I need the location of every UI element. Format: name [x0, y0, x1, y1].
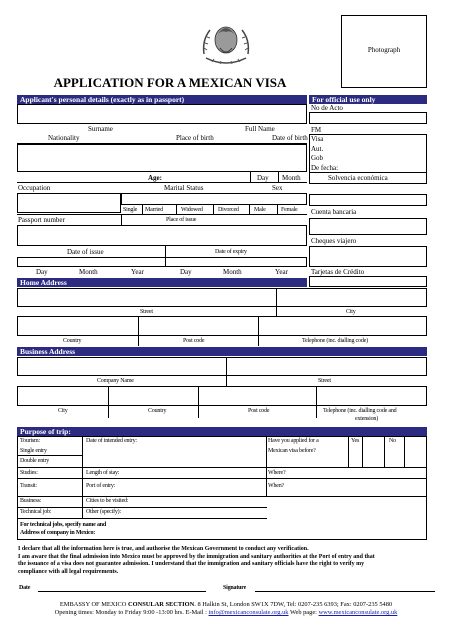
passport-number-label: Passport number [18, 216, 65, 224]
occupation-field[interactable] [17, 193, 121, 213]
widowed-option[interactable]: Widowed [181, 207, 203, 213]
date-line[interactable] [38, 591, 206, 592]
declaration-text [18, 546, 436, 576]
fm-label: FM [311, 126, 322, 134]
cuenta-field[interactable] [309, 218, 427, 235]
gob-label: Gob [311, 154, 324, 162]
home-country-field[interactable] [17, 316, 427, 336]
business-label: Business: [20, 498, 42, 504]
declaration-line-2: I am aware that the final admission into Mexico must be approved by the immigration and sanitary authorities at the Port of entry and that [18, 553, 375, 560]
date-of-issue-label: Date of issue [67, 248, 104, 256]
cheques-field[interactable] [309, 246, 427, 267]
form-title: APPLICATION FOR A MEXICAN VISA [53, 75, 287, 90]
female-option[interactable]: Female [281, 207, 298, 213]
place-of-birth-label: Place of birth [176, 134, 214, 142]
single-option[interactable]: Single [123, 207, 138, 213]
home-city-label: City [346, 309, 356, 315]
date-of-expiry-label: Date of expiry [215, 249, 247, 255]
footer-address [0, 601, 452, 609]
home-street-field[interactable] [17, 288, 427, 307]
male-option[interactable]: Male [254, 207, 266, 213]
age-label: Age: [148, 174, 162, 182]
full-name-field[interactable] [17, 104, 307, 124]
personal-details-header: Applicant's personal details (exactly as in passport) [17, 95, 307, 104]
length-of-stay-label: Length of stay: [86, 470, 120, 476]
no-option[interactable]: No [389, 438, 396, 444]
home-address-header: Home Address [17, 278, 307, 287]
tarjetas-field[interactable] [309, 276, 427, 287]
business-country-label: Country [148, 408, 167, 414]
marital-status-label: Marital Status [164, 184, 204, 192]
footer-hours [0, 609, 452, 617]
technical-job-label: Technical job: [20, 509, 52, 515]
business-city-field[interactable] [17, 386, 427, 406]
place-of-issue-label: Place of issue [166, 217, 197, 223]
cuenta-label: Cuenta bancaria [311, 208, 357, 216]
divorced-option[interactable]: Divorced [218, 207, 239, 213]
date-of-entry-label: Date of intended entry: [86, 438, 137, 444]
home-postcode-label: Post code [183, 338, 205, 344]
no-de-acto-field[interactable] [309, 112, 427, 124]
full-name-label: Full Name [245, 125, 275, 133]
surname-label: Surname [88, 125, 113, 133]
yes-option[interactable]: Yes [351, 438, 360, 444]
purpose-of-trip-header: Purpose of trip: [17, 427, 427, 436]
visa-label: Visa [311, 135, 324, 143]
business-street-label: Street [318, 378, 331, 384]
footer-web-link[interactable]: www.mexicanconsulate.org.uk [318, 609, 398, 616]
nationality-label: Nationality [48, 134, 80, 142]
business-telephone-ext-label: extension) [355, 416, 378, 422]
photograph-box[interactable] [341, 15, 427, 88]
passport-field[interactable] [17, 225, 307, 246]
footer-hours-text: Opening times: Monday to Friday 9:00 -13:00 hrs. E-Mail : [54, 609, 209, 616]
footer-email-link[interactable]: info@mexicanconsulate.org.uk [208, 609, 289, 616]
issue-day-label: Day [36, 268, 48, 276]
no-de-acto-label: No de Acto [311, 104, 343, 112]
date-of-birth-label: Date of birth [272, 134, 308, 142]
expiry-day-label: Day [180, 268, 192, 276]
declaration-line-3: the issuance of a visa does not guarantee admission. I understand that the immigration and sanitary officials have the right to verify my [18, 561, 365, 568]
other-specify-label: Other (specify): [86, 509, 121, 515]
nationality-birth-field[interactable] [17, 144, 307, 172]
marital-sex-options[interactable] [121, 193, 307, 205]
de-fecha-label: De fecha: [311, 164, 339, 172]
declaration-line-1: I declare that all the information here is true, and authorise the Mexican Government to conduct any verification. [18, 546, 309, 552]
cities-label: Cities to be visited: [86, 498, 129, 504]
sex-label: Sex [272, 184, 283, 192]
double-entry-option[interactable]: Double entry [20, 458, 50, 464]
home-street-label: Street [140, 309, 153, 315]
home-country-label: Country [63, 338, 82, 344]
married-option[interactable]: Married [145, 207, 163, 213]
single-entry-option[interactable]: Single entry [20, 448, 47, 454]
official-use-header: For official use only [309, 95, 427, 104]
signature-line[interactable] [255, 591, 435, 592]
business-postcode-label: Post code [248, 408, 270, 414]
issue-month-label: Month [79, 268, 98, 276]
footer-section: CONSULAR SECTION [128, 601, 195, 608]
occupation-label: Occupation [18, 184, 51, 192]
home-telephone-label: Telephone (inc. dialling code) [302, 338, 368, 344]
business-telephone-label: Telephone (inc. dialling code and [323, 408, 397, 414]
expiry-month-label: Month [223, 268, 242, 276]
dob-day-label: Day [257, 174, 269, 182]
dob-month-label: Month [282, 174, 301, 182]
footer-embassy: EMBASSY OF MEXICO [59, 601, 127, 608]
business-city-label: City [58, 408, 68, 414]
signature-label: Signature [223, 585, 247, 591]
mexican-coat-of-arms-icon [198, 18, 254, 68]
declaration-line-4: compliance with all legal requirements. [18, 568, 119, 575]
port-of-entry-label: Port of entry: [86, 483, 116, 489]
issue-expiry-dates-field[interactable] [17, 257, 307, 267]
applied-before-label-2: Mexican visa before? [268, 448, 316, 454]
applied-before-label: Have you applied for a [268, 438, 319, 444]
photograph-label: Photograph [367, 46, 401, 54]
tarjetas-label: Tarjetas de Crédito [311, 268, 365, 276]
solvencia-field[interactable] [309, 194, 427, 206]
when-label: When? [268, 483, 284, 489]
where-label: Where? [268, 470, 286, 476]
footer-address-text: . 8 Halkin St, London SW1X 7DW, Tel: 0207-235 6393; Fax: 0207-235 5480 [194, 601, 393, 608]
technical-note-label: For technical jobs, specify name and [20, 522, 107, 528]
footer-web-label: Web page: [288, 609, 319, 616]
issue-year-label: Year [131, 268, 144, 276]
transit-label: Transit: [20, 483, 37, 489]
business-address-header: Business Address [17, 347, 427, 356]
cheques-label: Cheques viajero [311, 237, 357, 245]
technical-note-label-2: Address of company in Mexico: [20, 530, 96, 536]
company-name-label: Company Name [97, 378, 134, 384]
aut-label: Aut. [311, 145, 324, 153]
tourism-label: Tourism: [20, 438, 40, 444]
date-label: Date [19, 585, 31, 591]
business-company-field[interactable] [17, 357, 427, 376]
expiry-year-label: Year [275, 268, 288, 276]
studies-label: Studies: [20, 470, 38, 476]
solvencia-label: Solvencia económica [328, 174, 388, 182]
